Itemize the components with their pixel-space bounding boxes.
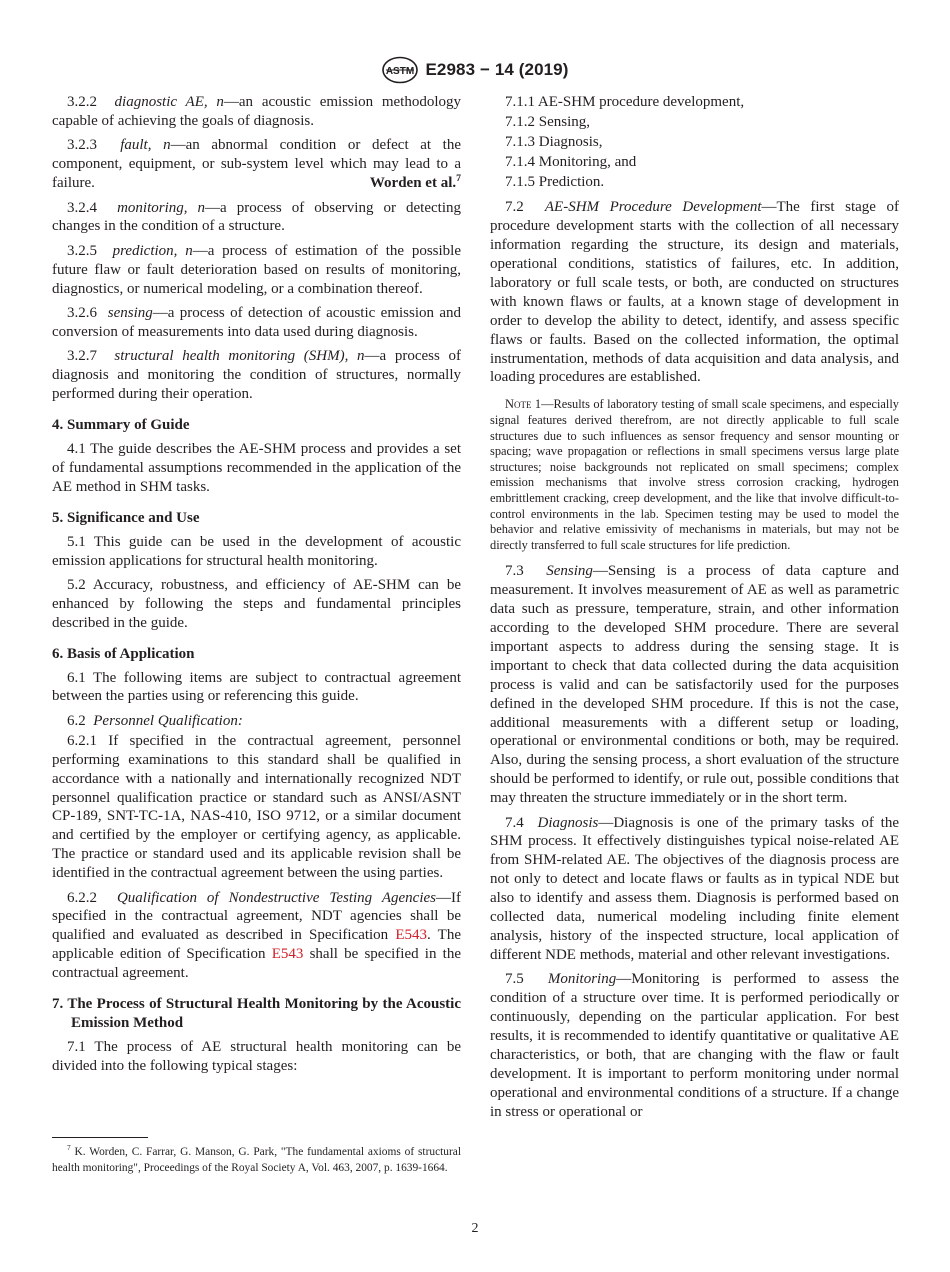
paragraph-6-2-2: 6.2.2 Qualification of Nondestructive Testing Agencies—If specified in the contractual agreement, NDT agencies shall be qualified and evaluated as described in Specification E543. The applicable edition of Specification E543 shall be specified in the contractual agreement.: [52, 889, 461, 982]
paragraph-7-2: 7.2 AE-SHM Procedure Development—The first stage of procedure development starts with the collection of all necessary information regarding the structure, its design and materials, operational conditions, statistics of failures, etc. In addition, laboratory or full scale tests, or both, are conducted on structures with known flaws or faults, at a known stage of development in order to develop the ability to detect, identify, and assess specific flaws or faults. Based on the collected information, the optimal instrumentation, methods of data acquisition and data analysis, and loading procedures are established.: [490, 199, 899, 386]
definition-3-2-4: 3.2.4 monitoring, n—a process of observing or detecting changes in the condition of a structure.: [52, 199, 461, 235]
list-item: 7.1.5 Prediction.: [505, 174, 605, 191]
page-header: [0, 56, 950, 84]
paragraph-4-1: 4.1 The guide describes the AE-SHM process and provides a set of fundamental assumptions recommended in the application of the AE method in SHM tasks.: [52, 441, 461, 495]
list-item: 7.1.2 Sensing,: [505, 114, 591, 131]
definition-3-2-7: 3.2.7 structural health monitoring (SHM), n—a process of diagnosis and monitoring the condition of structures, normally performed during their operation.: [52, 348, 462, 403]
paragraph-6-1: 6.1 The following items are subject to contractual agreement between the parties using or referencing this guide.: [52, 669, 461, 705]
note-1: Note 1—Results of laboratory testing of small scale specimens, and especially signal features derived therefrom, are not directly applicable to full scale structures due to such influences as sensor frequency and sensor mounting or spacing; wave propagation or reflections in small specimens versus large plate structures; noise backgrounds not replicated on small specimens; complex emission mechanisms that involve stress corrosion cracking, hydrogen embrittlement cracking, creep development, and the like that involve difficult-to-control environments in the lab. Specimen testing may be used to model the behavior and relative emissivity of mechanisms in materials, but may not be directly transferred to full scale structures for life prediction.: [490, 397, 899, 552]
paragraph-5-1: 5.1 This guide can be used in the development of acoustic emission applications for structural health monitoring.: [52, 533, 461, 569]
citation-worden: Worden et al.$^7$: [369, 173, 461, 192]
paragraph-7-4: 7.4 Diagnosis—Diagnosis is one of the primary tasks of the SHM process. It effectively distinguishes typical noise-related AE from SHM-related AE. The objectives of the diagnosis process are not only to detect and locate flaws or faults as in typical NDE but also to identify and assess them. Diagnosis is performed based on collected data, numerical modeling including finite element analysis, history of the inspected structure, local application of different NDE methods, material and other relevant investigations.: [490, 814, 900, 963]
paragraph-7-5: 7.5 Monitoring—Monitoring is performed to assess the condition of a structure over time. It is performed periodically or continuously, depending on the particular application. For best results, it is recommended to identify quantitative or qualitative AE characteristics, or both, that are changing with the flaw or fault development. It is important to perform monitoring under normal operational and environmental conditions of a structure. If a change in stress or operational or: [490, 971, 899, 1120]
definition-3-2-6: 3.2.6 sensing—a process of detection of acoustic emission and conversion of measurements into data used during diagnosis.: [52, 305, 462, 340]
svg-text:ASTM: ASTM: [386, 66, 415, 77]
paragraph-6-2: 6.2 Personnel Qualification:: [67, 712, 243, 729]
paragraph-7-1: 7.1 The process of AE structural health monitoring can be divided into the following typical stages:: [52, 1038, 461, 1074]
paragraph-5-2: 5.2 Accuracy, robustness, and efficiency of AE-SHM can be enhanced by following the steps and fundamental principles described in the guide.: [52, 576, 461, 631]
list-item: 7.1.4 Monitoring, and: [505, 154, 637, 171]
list-item: 7.1.3 Diagnosis,: [505, 134, 603, 151]
definition-3-2-3: 3.2.3 fault, n—an abnormal condition or defect at the component, equipment, or sub-system level which may lead to a failure. Worden et al.$^7$: [52, 137, 461, 192]
definition-3-2-2: 3.2.2 diagnostic AE, n—an acoustic emission methodology capable of achieving the goals of diagnosis.: [52, 94, 461, 129]
paragraph-6-2-1: 6.2.1 If specified in the contractual agreement, personnel performing examinations to this standard shall be qualified in accordance with a nationally and internationally recognized NDT personnel qualification practice or standard such as ANSI/ASNT CP-189, SNT-TC-1A, NAS-410, ISO 9712, or a similar document and certified by the employer or certifying agency, as applicable. The practice or standard used and its applicable revision shall be identified in the contractual agreement between the using parties.: [52, 732, 461, 882]
list-item: 7.1.1 AE-SHM procedure development,: [505, 94, 745, 110]
footnote-divider: [52, 1137, 148, 1138]
right-column: [490, 93, 899, 1127]
definition-3-2-5: 3.2.5 prediction, n—a process of estimation of the possible future flaw or fault deterioration based on results of monitoring, diagnostics, or numerical modeling, or a combination thereof.: [52, 242, 461, 297]
section-4-heading: 4. Summary of Guide: [52, 417, 190, 434]
footnote-7: $^7$ K. Worden, C. Farrar, G. Manson, G. Park, "The fundamental axioms of structural health monitoring", Proceedings of the Royal Society A, Vol. 463, 2007, p. 1639-1664.: [52, 1143, 461, 1174]
left-column: [52, 93, 461, 1081]
e543-link[interactable]: E543: [271, 946, 304, 963]
e543-link[interactable]: E543: [395, 927, 428, 944]
section-5-heading: 5. Significance and Use: [52, 509, 200, 526]
section-6-heading: 6. Basis of Application: [52, 645, 195, 662]
document-designation: E2983 − 14 (2019): [425, 60, 569, 79]
astm-logo-icon: [381, 56, 419, 84]
section-7-heading: 7. The Process of Structural Health Monitoring by the Acoustic Emission Method: [52, 996, 461, 1031]
paragraph-7-3: 7.3 Sensing—Sensing is a process of data capture and measurement. It involves measurement of AE as well as parametric data such as pressure, temperature, strain, and other information according to the developed SHM procedure. There are several important aspects to address during the sensing stage. It is important to check that data collected during the data acquisition process is valid and can be satisfactorily used for the purposes defined in the developed SHM procedure. If this is not the case, additional measurements with a different setup or loading, operational or environmental conditions or both, may be required. Also, during the sensing process, a short evaluation of the structure should be performed to identify, or rule out, possible conditions that may threaten the structure immediately or in the short term.: [490, 563, 899, 807]
page-number: 2: [471, 1221, 479, 1236]
